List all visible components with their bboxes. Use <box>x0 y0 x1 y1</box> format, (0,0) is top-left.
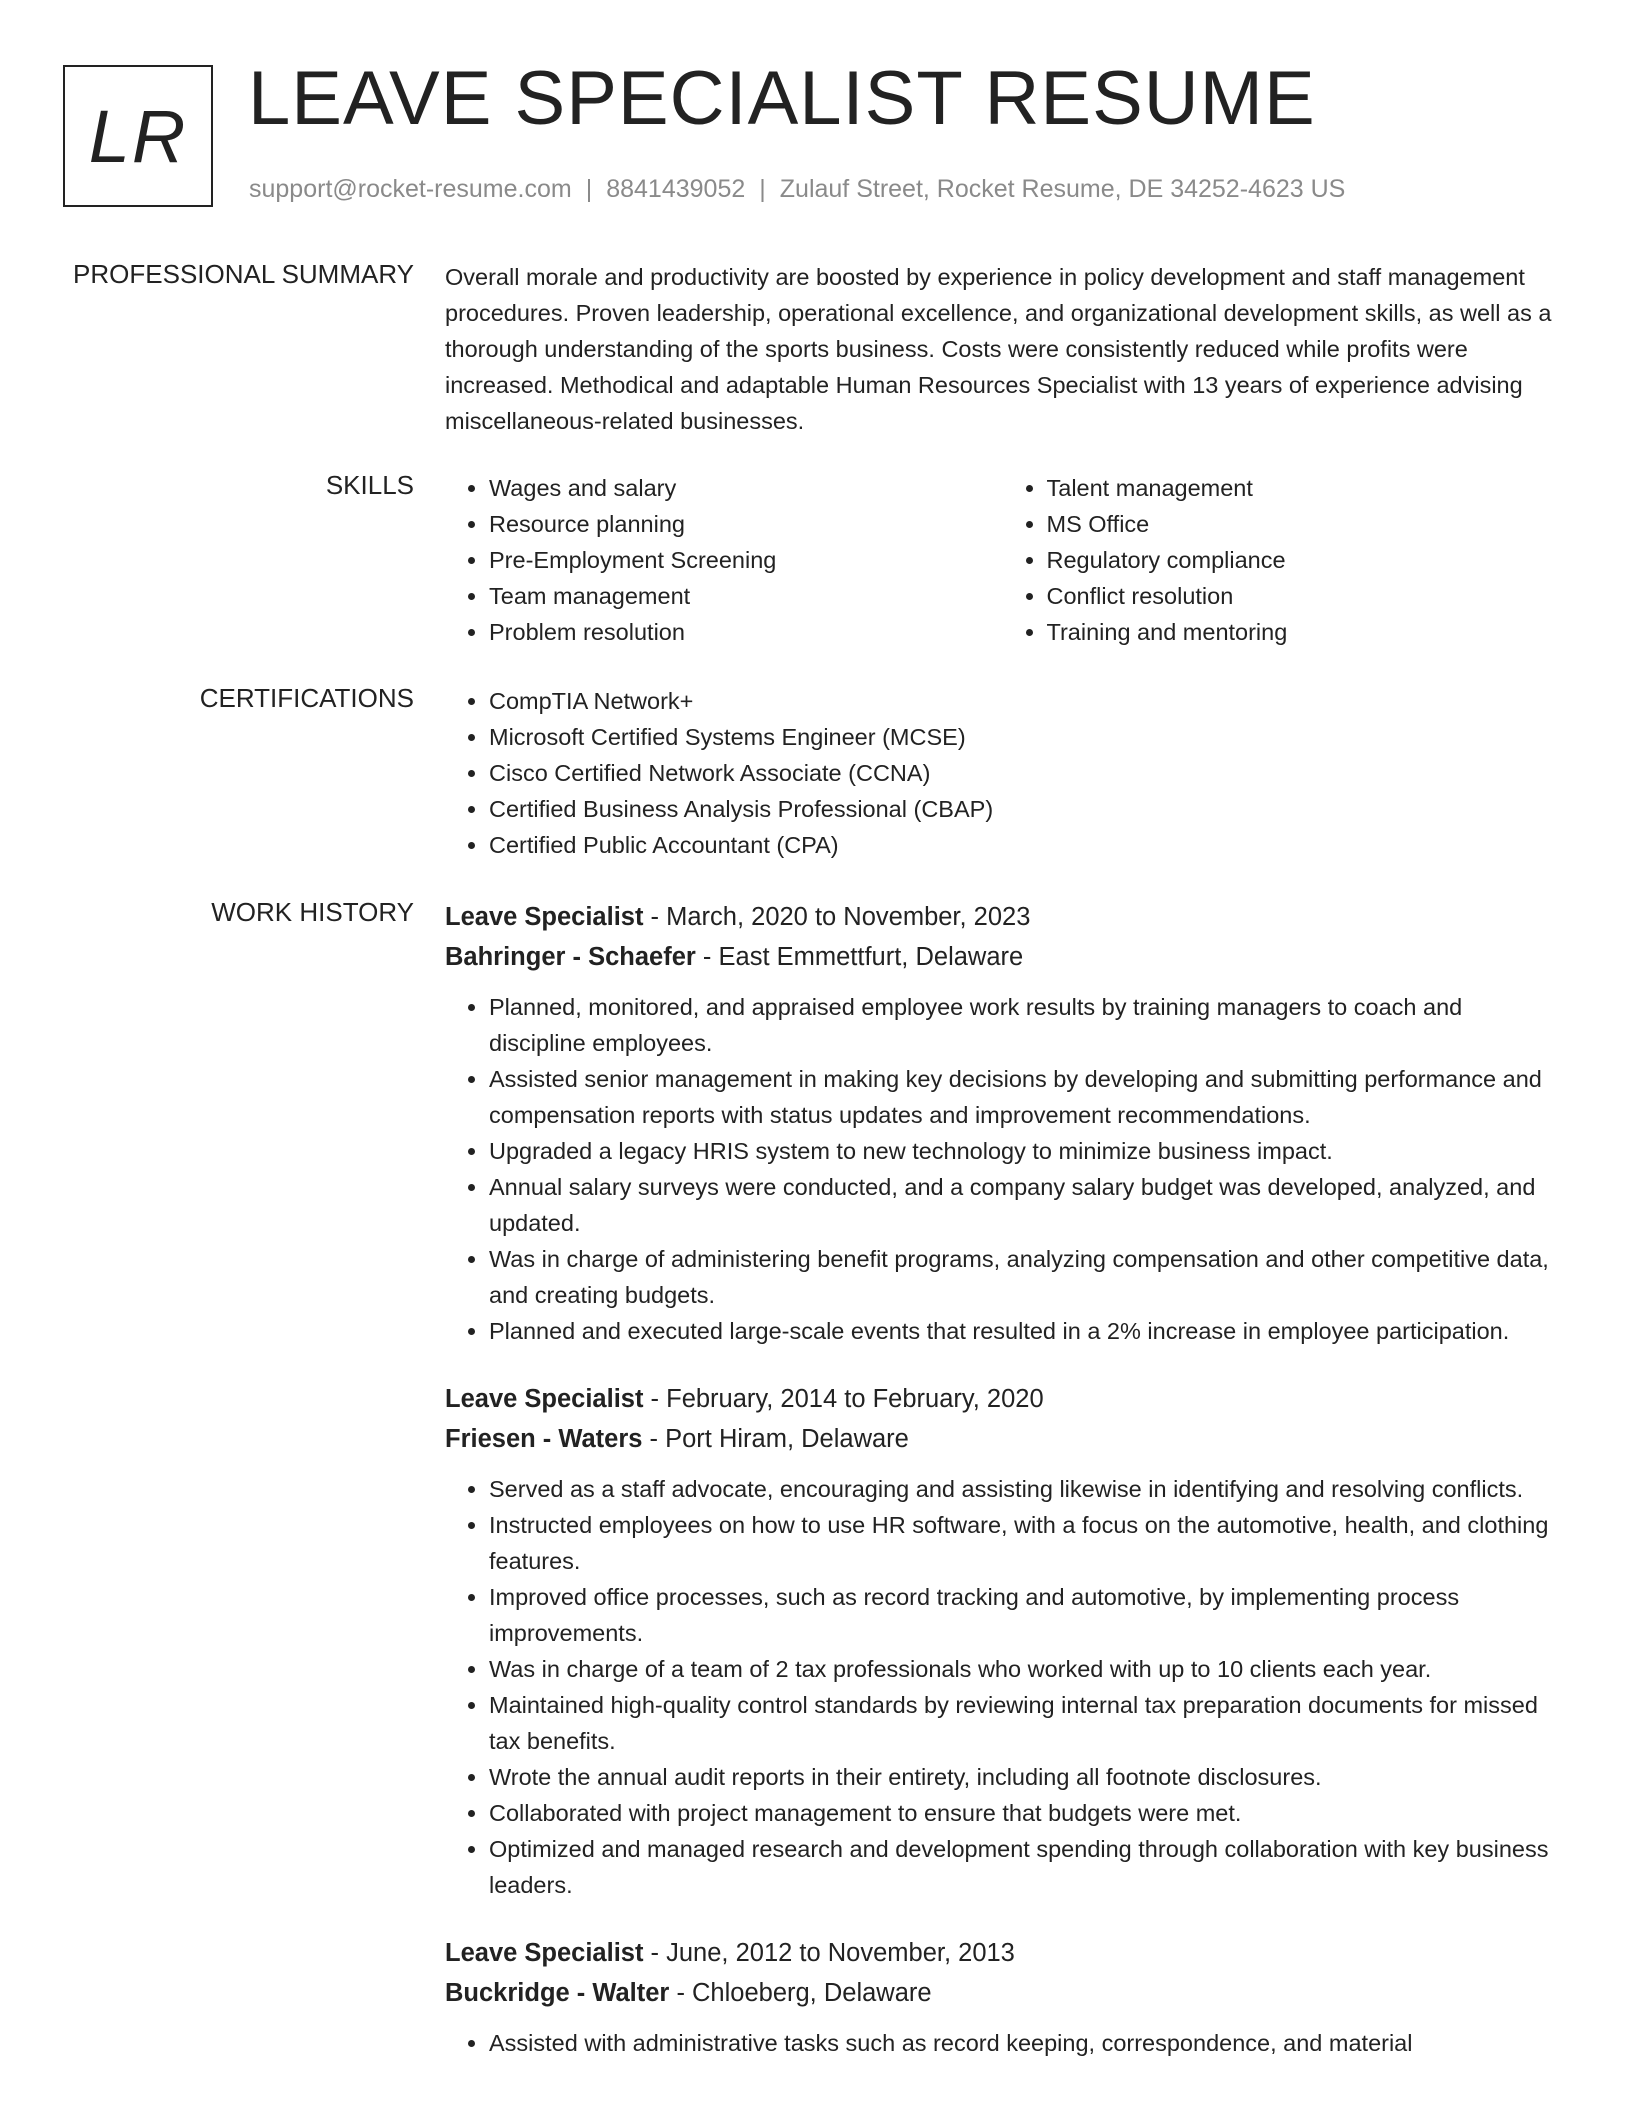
list-item: • Wrote the annual audit reports in their entirety, including all footnote disclosures. <box>489 1759 1560 1795</box>
list-item: • Upgraded a legacy HRIS system to new technology to minimize business impact. <box>489 1133 1560 1169</box>
section-heading: WORK HISTORY <box>211 897 414 927</box>
summary-text: Overall morale and productivity are boosted by experience in policy development and staff management procedures. Proven leadership, operational excellence, and organizational development skills, as well as a thorough understanding of the sports business. Costs were consistently reduced while profits were increased. Methodical and adaptable Human Resources Specialist with 13 years of experience advising miscellaneous-related businesses. <box>445 264 1552 434</box>
job-bullets <box>445 1471 1560 1903</box>
list-item: • Cisco Certified Network Associate (CCNA) <box>489 755 1560 791</box>
job-company-line <box>445 937 1560 977</box>
list-item: • Pre-Employment Screening <box>489 542 1003 578</box>
contact-email[interactable]: support@rocket-resume.com <box>249 175 572 203</box>
job-title: Leave Specialist <box>445 1385 644 1413</box>
list-item: • Certified Public Accountant (CPA) <box>489 827 1560 863</box>
list-item: • Resource planning <box>489 506 1003 542</box>
list-item: • MS Office <box>1047 506 1561 542</box>
list-item: • Regulatory compliance <box>1047 542 1561 578</box>
list-item: • Problem resolution <box>489 614 1003 650</box>
contact-phone[interactable]: 8841439052 <box>606 175 746 203</box>
contact-separator: | <box>585 175 593 203</box>
list-item: • Improved office processes, such as record tracking and automotive, by implementing process improvements. <box>489 1579 1560 1651</box>
job-location: - East Emmettfurt, Delaware <box>695 943 1024 971</box>
list-item: • Instructed employees on how to use HR software, with a focus on the automotive, health, and clothing features. <box>489 1507 1560 1579</box>
list-item: • Training and mentoring <box>1047 614 1561 650</box>
list-item: • Planned, monitored, and appraised employee work results by training managers to coach and discipline employees. <box>489 989 1560 1061</box>
list-item: • Optimized and managed research and development spending through collaboration with key business leaders. <box>489 1831 1560 1903</box>
job-location: - Chloeberg, Delaware <box>669 1979 932 2007</box>
list-item: • Wages and salary <box>489 470 1003 506</box>
list-item: • Planned and executed large-scale events that resulted in a 2% increase in employee participation. <box>489 1313 1560 1349</box>
job-bullets <box>445 989 1560 1349</box>
certifications-list <box>445 683 1560 863</box>
list-item: • CompTIA Network+ <box>489 683 1560 719</box>
list-item: • Microsoft Certified Systems Engineer (MCSE) <box>489 719 1560 755</box>
job-dates: - June, 2012 to November, 2013 <box>643 1939 1015 1967</box>
list-item: • Conflict resolution <box>1047 578 1561 614</box>
job-company-line <box>445 1419 1560 1459</box>
list-item: • Collaborated with project management to ensure that budgets were met. <box>489 1795 1560 1831</box>
job-entry <box>445 1379 1560 1903</box>
job-title-line <box>445 1379 1560 1419</box>
job-title-line <box>445 897 1560 937</box>
list-item: • Assisted with administrative tasks such as record keeping, correspondence, and material <box>489 2025 1560 2061</box>
job-list <box>445 897 1560 2091</box>
monogram-initials: LR <box>88 94 188 178</box>
section-heading: CERTIFICATIONS <box>199 683 414 713</box>
job-company-line <box>445 1973 1560 2013</box>
list-item: • Certified Business Analysis Professional (CBAP) <box>489 791 1560 827</box>
list-item: • Annual salary surveys were conducted, and a company salary budget was developed, analyzed, and updated. <box>489 1169 1560 1241</box>
contact-line <box>249 175 1345 204</box>
job-location: - Port Hiram, Delaware <box>642 1425 909 1453</box>
job-entry <box>445 1933 1560 2061</box>
list-item: • Maintained high-quality control standards by reviewing internal tax preparation documents for missed tax benefits. <box>489 1687 1560 1759</box>
skills-grid <box>445 470 1560 650</box>
skills-list-right <box>1003 470 1561 650</box>
job-entry <box>445 897 1560 1349</box>
job-dates: - March, 2020 to November, 2023 <box>643 903 1031 931</box>
skills-list-left <box>445 470 1003 650</box>
job-title: Leave Specialist <box>445 903 644 931</box>
section-heading: PROFESSIONAL SUMMARY <box>73 259 414 289</box>
job-company: Bahringer - Schaefer <box>445 943 696 971</box>
resume-title: LEAVE SPECIALIST RESUME <box>248 56 1316 141</box>
job-bullets <box>445 2025 1560 2061</box>
list-item: • Was in charge of a team of 2 tax professionals who worked with up to 10 clients each year. <box>489 1651 1560 1687</box>
job-company: Friesen - Waters <box>445 1425 643 1453</box>
contact-separator: | <box>759 175 766 203</box>
contact-address: Zulauf Street, Rocket Resume, DE 34252-4623 US <box>779 175 1346 203</box>
job-dates: - February, 2014 to February, 2020 <box>643 1385 1044 1413</box>
list-item: • Was in charge of administering benefit programs, analyzing compensation and other competitive data, and creating budgets. <box>489 1241 1560 1313</box>
job-company: Buckridge - Walter <box>445 1979 670 2007</box>
section-heading: SKILLS <box>325 470 414 500</box>
list-item: • Served as a staff advocate, encouraging and assisting likewise in identifying and resolving conflicts. <box>489 1471 1560 1507</box>
job-title-line <box>445 1933 1560 1973</box>
job-title: Leave Specialist <box>445 1939 644 1967</box>
list-item: • Assisted senior management in making key decisions by developing and submitting performance and compensation reports with status updates and improvement recommendations. <box>489 1061 1560 1133</box>
list-item: • Talent management <box>1047 470 1561 506</box>
list-item: • Team management <box>489 578 1003 614</box>
monogram-badge <box>63 65 213 207</box>
